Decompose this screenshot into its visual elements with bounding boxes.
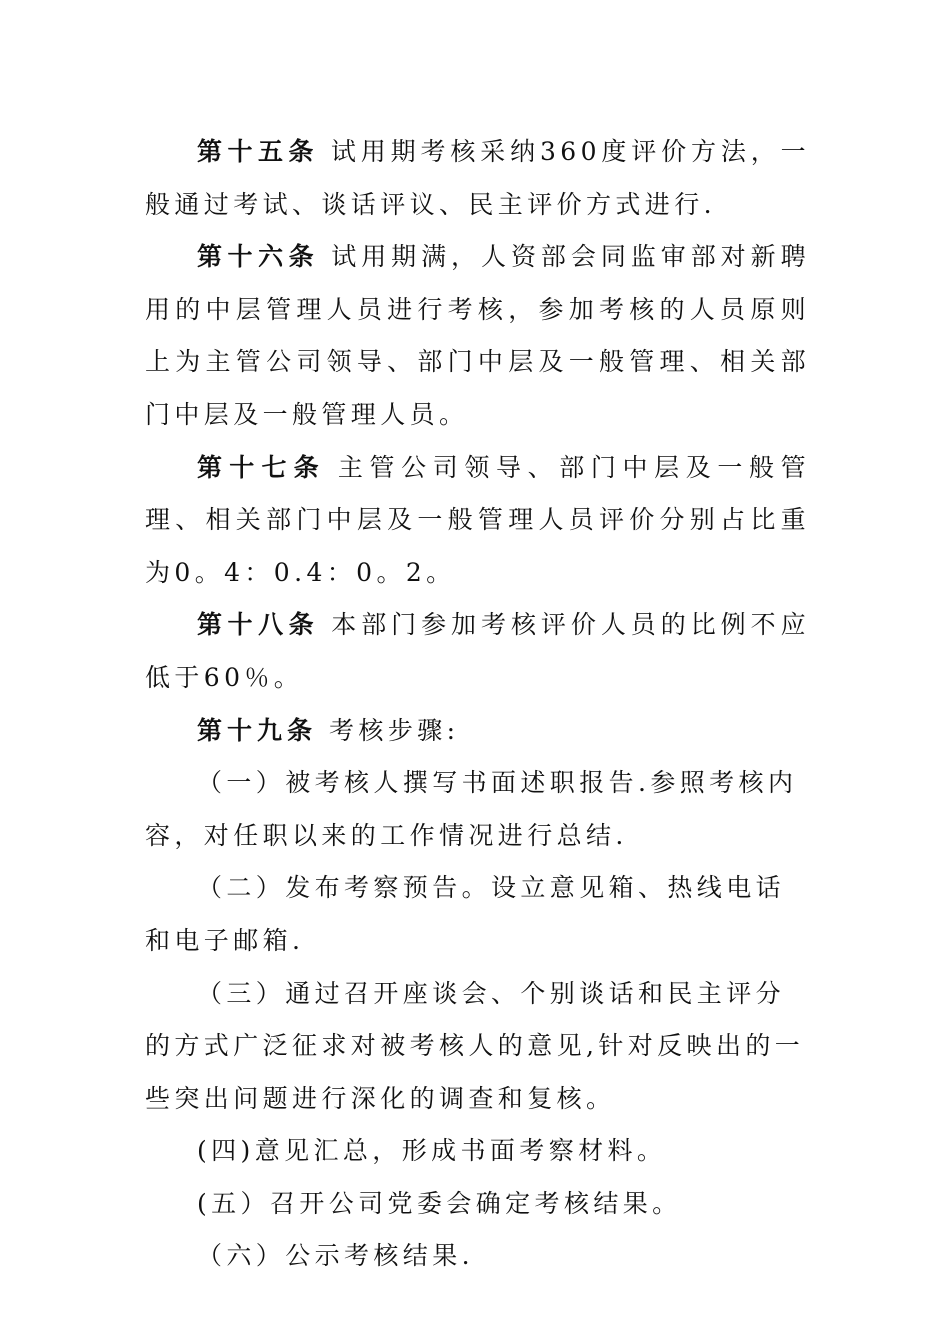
step-item: （六）公示考核结果. [197,1241,474,1271]
article-16 [145,231,810,441]
article-label: 第十六条 [197,242,320,272]
article-15 [145,126,810,231]
article-label: 第十九条 [197,715,318,745]
article-18 [145,599,810,704]
article-text: 试用期满，人资部会同监审部对新聘用的中层管理人员进行考核，参加考核的人员原则上为主管公司领导、部门中层及一般管理、相关部门中层及一般管理人员。 [145,242,810,429]
article-text: 考核步骤: [329,715,460,745]
article-label: 第十五条 [197,137,319,166]
step-item: （二）发布考察预告。设立意见箱、热线电话和电子邮箱. [145,873,786,955]
step-item: (五）召开公司党委会确定考核结果。 [197,1188,682,1218]
article-text: 本部门参加考核评价人员的比例不应低于60％。 [145,610,810,692]
step-item: (四)意见汇总，形成书面考察材料。 [197,1136,667,1166]
article-label: 第十八条 [197,610,320,640]
article-19 [145,705,810,758]
step-item: （一）被考核人撰写书面述职报告.参照考核内容，对任职以来的工作情况进行总结. [145,768,798,850]
article-text: 主管公司领导、部门中层及一般管理、相关部门中层及一般管理人员评价分别占比重为0。4：0.4：0。2。 [145,452,810,587]
step-item: （三）通过召开座谈会、个别谈话和民主评分的方式广泛征求对被考核人的意见,针对反映出的一些突出问题进行深化的调查和复核。 [145,978,805,1113]
article-text: 试用期考核采纳360度评价方法，一般通过考试、谈话评议、民主评价方式进行. [145,137,810,219]
article-label: 第十七条 [197,452,326,482]
document-body [145,126,810,1283]
article-17 [145,442,810,600]
